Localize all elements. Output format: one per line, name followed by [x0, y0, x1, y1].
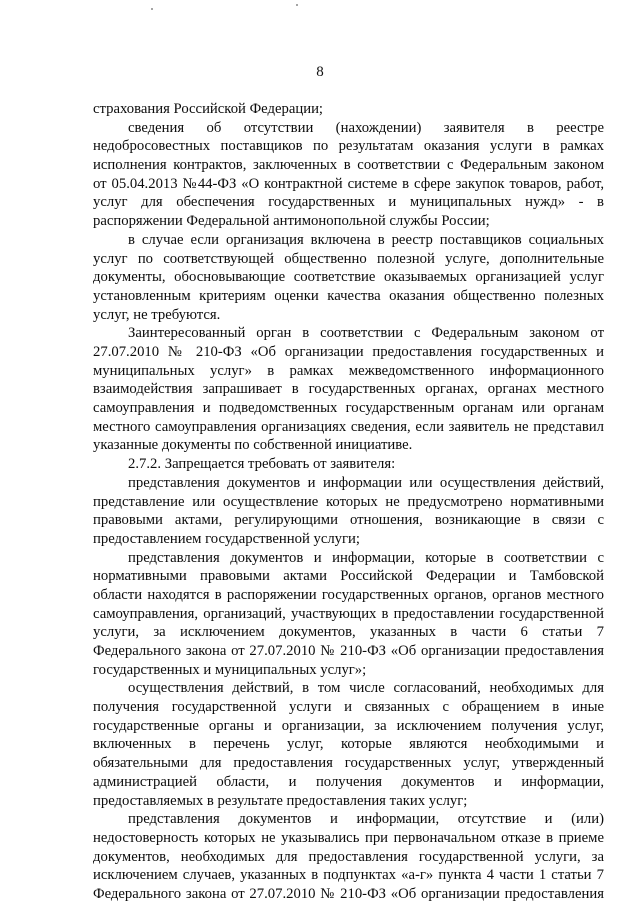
text-line: самоуправления, организаций, участвующих в предоставлении государственной	[93, 606, 604, 622]
text-line: области находятся в распоряжении государственных органов, органов местного	[93, 587, 604, 603]
text-line: услуг по соответствующей общественно полезной услуге, дополнительные	[93, 251, 604, 267]
page-number: 8	[316, 64, 324, 80]
text-line: самоуправления и подведомственных государственным органам или органам	[93, 400, 604, 416]
text-line: недобросовестных поставщиков по результатам оказания услуги в рамках	[93, 138, 604, 154]
text-line: представления документов и информации, которые в соответствии с	[128, 550, 604, 566]
scan-speck	[296, 4, 298, 6]
text-line: исключением случаев, указанных в подпунктах «а-г» пункта 4 части 1 статьи 7	[93, 867, 604, 883]
text-line: распоряжении Федеральной антимонопольной службы России;	[93, 213, 490, 229]
text-line: нормативными правовыми актами Российской Федерации и Тамбовской	[93, 568, 604, 584]
text-line: взаимодействия запрашивает в государственных органах, органах местного	[93, 381, 604, 397]
text-line: документы, обосновывающие соответствие оказываемых организацией услуг	[93, 269, 604, 285]
text-line: осуществления действий, в том числе согласований, необходимых для	[128, 680, 604, 696]
scan-speck	[151, 8, 153, 10]
text-line: муниципальных услуг» в рамках межведомственного информационного	[93, 363, 604, 379]
text-line: предоставляемых в результате предоставления таких услуг;	[93, 793, 468, 809]
text-line: государственных и муниципальных услуг»;	[93, 662, 367, 678]
text-line: от 05.04.2013 №44-ФЗ «О контрактной системе в сфере закупок товаров, работ,	[93, 176, 604, 192]
text-line: Федерального закона от 27.07.2010 № 210-ФЗ «Об организации предоставления	[93, 886, 604, 902]
text-line: Федерального закона от 27.07.2010 № 210-ФЗ «Об организации предоставления	[93, 643, 604, 659]
text-line: услуги, за исключением документов, указанных в части 6 статьи 7	[93, 624, 604, 640]
text-line: страхования Российской Федерации;	[93, 101, 324, 117]
text-line: правовыми актами, регулирующими отношения, возникающие в связи с	[93, 512, 604, 528]
text-line: Заинтересованный орган в соответствии с Федеральным законом от	[128, 325, 604, 341]
text-line: в случае если организация включена в реестр поставщиков социальных	[128, 232, 604, 248]
text-line: 27.07.2010 № 210-ФЗ «Об организации предоставления государственных и	[93, 344, 604, 360]
text-line: государственные органы и организации, за исключением получения услуг,	[93, 718, 604, 734]
text-line: недостоверность которых не указывались при первоначальном отказе в приеме	[93, 830, 604, 846]
text-line: сведения об отсутствии (нахождении) заявителя в реестре	[128, 120, 604, 136]
text-line: предоставлением государственной услуги;	[93, 531, 360, 547]
text-line: получения государственной услуги и связанных с обращением в иные	[93, 699, 604, 715]
text-line: представление или осуществление которых не предусмотрено нормативными	[93, 494, 604, 510]
text-line: услуг, не требуются.	[93, 307, 221, 323]
text-line: установленным критериям оценки качества оказания общественно полезных	[93, 288, 604, 304]
text-line: документов, необходимых для предоставления государственной услуги, за	[93, 849, 604, 865]
text-line: услуг для обеспечения государственных и муниципальных нужд» - в	[93, 194, 604, 210]
text-line: представления документов и информации или осуществления действий,	[128, 475, 604, 491]
text-line: представления документов и информации, отсутствие и (или)	[128, 811, 604, 827]
text-line: указанные документы по собственной инициативе.	[93, 437, 413, 453]
text-line: администрацией области, и получения документов и информации,	[93, 774, 604, 790]
text-line: местного самоуправления организациях сведения, если заявитель не представил	[93, 419, 604, 435]
text-line: исполнения контрактов, заключенных в соответствии с Федеральным законом	[93, 157, 604, 173]
text-line: обязательными для предоставления государственных услуг, утвержденный	[93, 755, 604, 771]
text-line: включенных в перечень услуг, которые являются необходимыми и	[93, 736, 604, 752]
text-line: 2.7.2. Запрещается требовать от заявителя:	[128, 456, 396, 472]
